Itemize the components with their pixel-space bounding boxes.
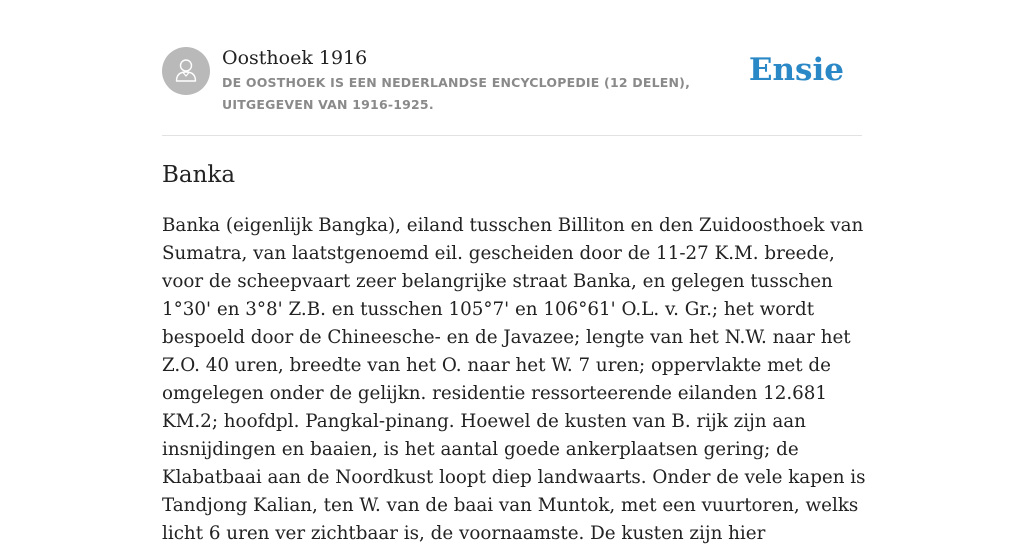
source-header bbox=[162, 0, 862, 136]
source-name[interactable]: Oosthoek 1916 bbox=[222, 47, 368, 69]
page-container bbox=[162, 0, 866, 544]
article-body: Banka (eigenlijk Bangka), eiland tusschen Billiton en den Zuidoosthoek van Sumatra, van laatstgenoemd eil. gescheiden door de 11-27 K.M. breede, voor de scheepvaart zeer belangrijke straat Banka, en gelegen tusschen 1°30' en 3°8' Z.B. en tusschen 105°7' en 106°61' O.L. v. Gr.; het wordt bespoeld door de Chineesche- en de Javazee; lengte van het N.W. naar het Z.O. 40 uren, breedte van het O. naar het W. 7 uren; oppervlakte met de omgelegen onder de gelijkn. residentie ressorteerende eilanden 12.681 KM.2; hoofdpl. Pangkal-pinang. Hoewel de kusten van B. rijk zijn aan insnijdingen en baaien, is het aantal goede ankerplaatsen gering; de Klabatbaai aan de Noordkust loopt diep landwaarts. Onder de vele kapen is Tandjong Kalian, ten W. van de baai van Muntok, met een vuurtoren, welks licht 6 uren ver zichtbaar is, de voornaamste. De kusten zijn hier bbox=[162, 215, 866, 544]
source-description: DE OOSTHOEK IS EEN NEDERLANDSE ENCYCLOPEDIE (12 DELEN), UITGEGEVEN VAN 1916-1925. bbox=[222, 75, 691, 112]
article-title: Banka bbox=[162, 162, 236, 188]
user-silhouette-icon bbox=[162, 47, 210, 95]
ensie-logo-link[interactable]: Ensie bbox=[748, 52, 844, 88]
avatar[interactable] bbox=[162, 47, 210, 95]
